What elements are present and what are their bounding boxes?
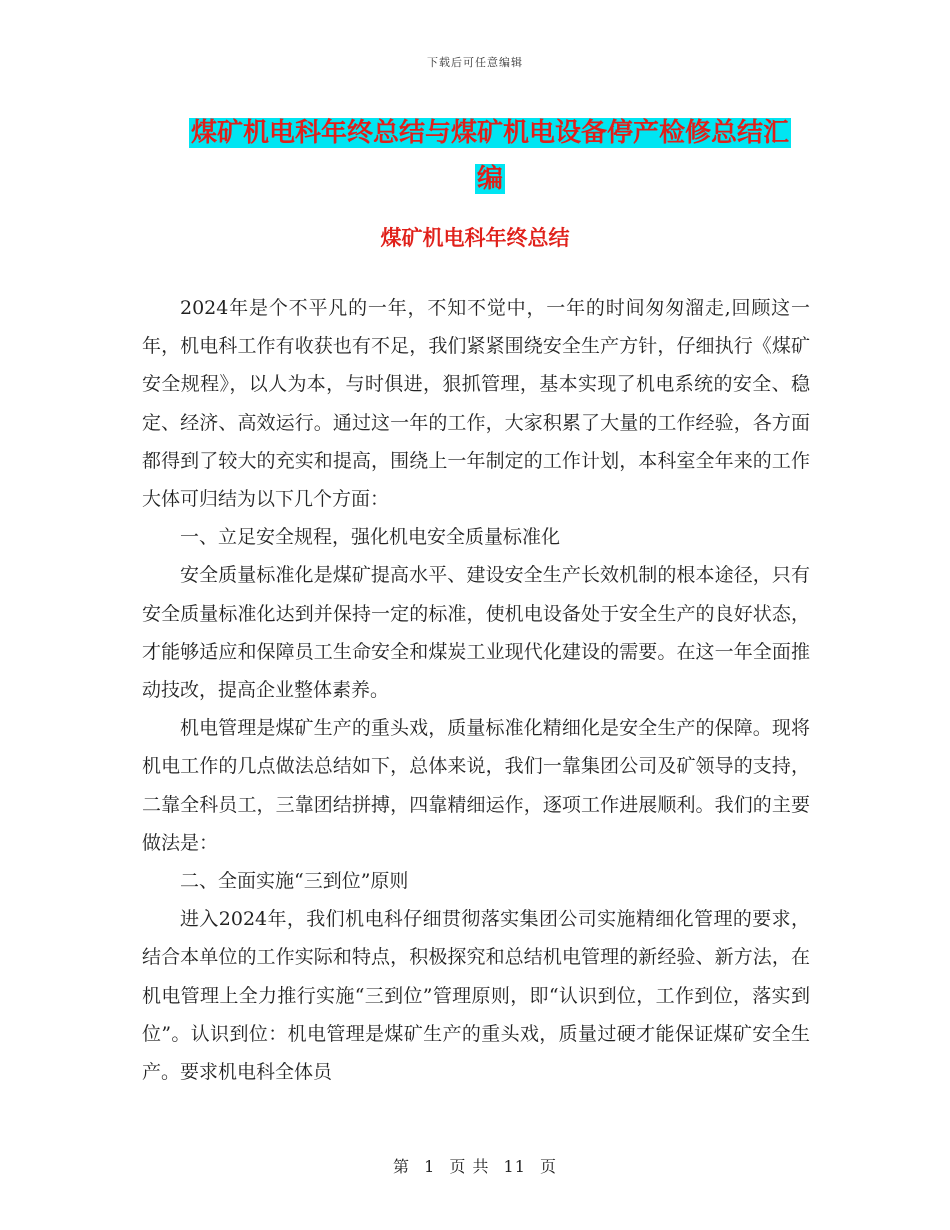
document-title [160,110,820,202]
paragraph: 进入2024年，我们机电科仔细贯彻落实集团公司实施精细化管理的要求，结合本单位的工作实际和特点，积极探究和总结机电管理的新经验、新方法，在机电管理上全力推行实施“三到位”管理原则，即“认识到位，工作到位，落实到位”。认识到位：机电管理是煤矿生产的重头戏，质量过硬才能保证煤矿安全生产。要求机电科全体员 [142,908,810,1084]
document-body [142,289,810,1091]
paragraph: 机电管理是煤矿生产的重头戏，质量标准化精细化是安全生产的保障。现将机电工作的几点做法总结如下，总体来说，我们一靠集团公司及矿领导的支持，二靠全科员工，三靠团结拼搏，四靠精细运作，逐项工作进展顺利。我们的主要做法是： [142,717,810,854]
section-title: 煤矿机电科年终总结 [380,225,570,250]
page-current: 1 [424,1157,436,1176]
page-footer [0,1154,950,1177]
paragraph: 2024年是个不平凡的一年，不知不觉中，一年的时间匆匆溜走,回顾这一年，机电科工作有收获也有不足，我们紧紧围绕安全生产方针，仔细执行《煤矿安全规程》，以人为本，与时俱进，狠抓管理，基本实现了机电系统的安全、稳定、经济、高效运行。通过这一年的工作，大家积累了大量的工作经验，各方面都得到了较大的充实和提高，围绕上一年制定的工作计划，本科室全年来的工作大体可归结为以下几个方面： [142,297,810,511]
page-prefix: 第 [392,1157,410,1176]
paragraph: 安全质量标准化是煤矿提高水平、建设安全生产长效机制的根本途径，只有安全质量标准化达到并保持一定的标准，使机电设备处于安全生产的良好状态，才能够适应和保障员工生命安全和煤炭工业现代化建设的需要。在这一年全面推动技改，提高企业整体素养。 [142,564,810,702]
document-title-line2: 编 [476,164,503,194]
document-title-line1: 煤矿机电科年终总结与煤矿机电设备停产检修总结汇 [190,118,789,148]
page-total: 11 [503,1157,526,1176]
page-suffix: 页 [540,1157,558,1176]
page-mid: 页 共 [449,1157,490,1176]
paragraph: 一、立足安全规程，强化机电安全质量标准化 [180,526,561,549]
paragraph: 二、全面实施“三到位”原则 [180,870,409,893]
header-note: 下载后可任意编辑 [427,56,523,69]
